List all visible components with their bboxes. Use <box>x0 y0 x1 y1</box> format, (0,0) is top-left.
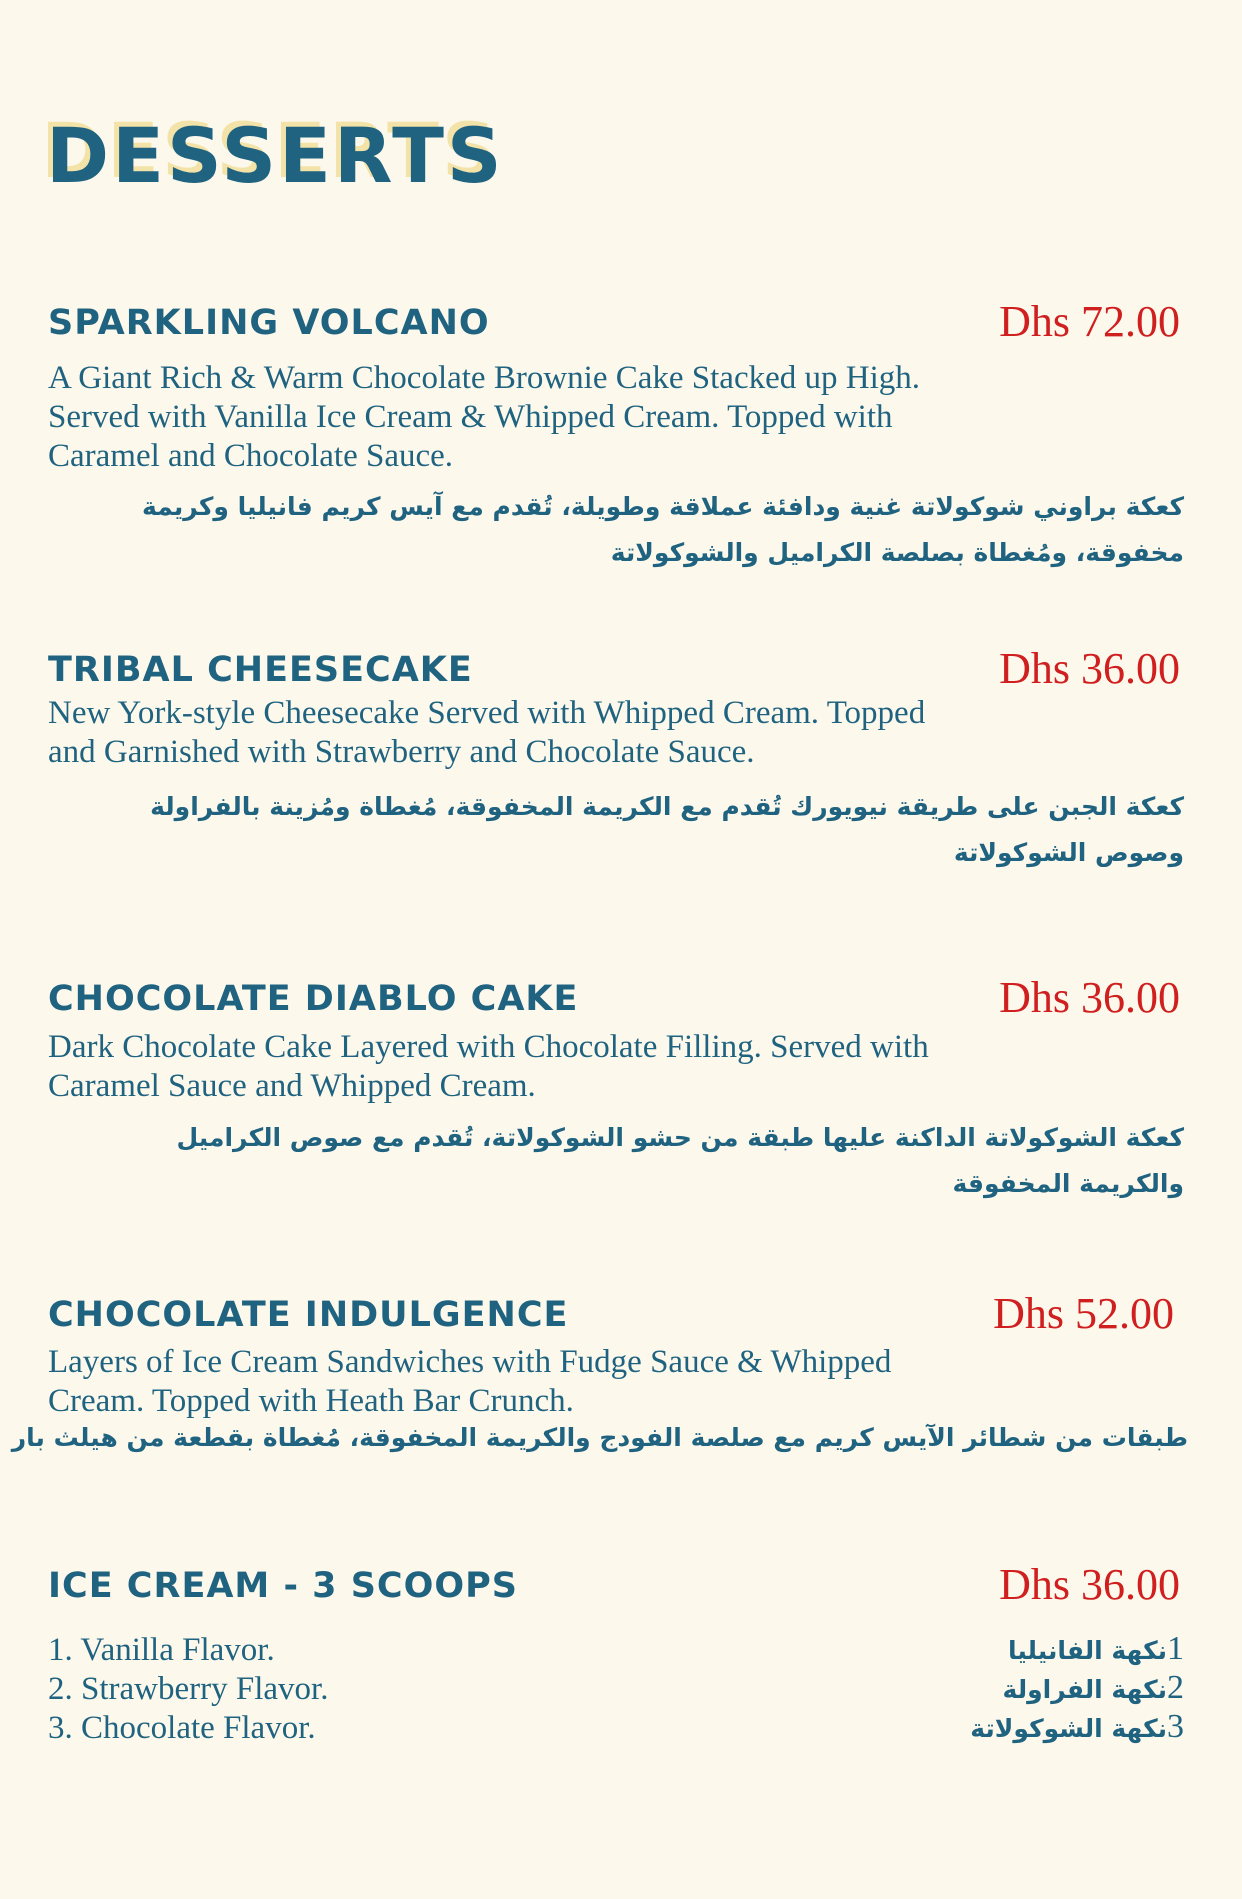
item-price: Dhs 36.00 <box>999 644 1180 693</box>
item-name: SPARKLING VOLCANO <box>48 303 490 343</box>
item-description-ar: طبقات من شطائر الآيس كريم مع صلصة الفودج والكريمة المخفوقة، مُغطاة بقطعة من هيلث بار <box>11 1423 1188 1452</box>
item-price: Dhs 72.00 <box>999 297 1180 346</box>
item-description-en: Caramel Sauce and Whipped Cream. <box>48 1068 536 1104</box>
item-description-en: and Garnished with Strawberry and Chocolate Sauce. <box>48 734 755 770</box>
flavor-number: 2 <box>1167 1669 1184 1706</box>
flavor-vanilla-ar <box>1008 1629 1184 1670</box>
item-description-ar: وصوص الشوكولاتة <box>953 838 1184 867</box>
item-name: ICE CREAM - 3 SCOOPS <box>48 1566 518 1606</box>
item-description-ar: مخفوقة، ومُغطاة بصلصة الكراميل والشوكولاتة <box>610 538 1184 567</box>
flavor-number: 3 <box>1167 1708 1184 1745</box>
flavor-number: 1 <box>1167 1630 1184 1667</box>
flavor-vanilla-en: 1. Vanilla Flavor. <box>48 1632 275 1668</box>
item-price: Dhs 36.00 <box>999 1560 1180 1609</box>
flavor-chocolate-ar <box>970 1707 1184 1748</box>
item-description-ar: كعكة الشوكولاتة الداكنة عليها طبقة من حشو الشوكولاتة، تُقدم مع صوص الكراميل <box>176 1123 1184 1152</box>
item-price: Dhs 36.00 <box>999 973 1180 1022</box>
item-description-en: Caramel and Chocolate Sauce. <box>48 438 454 474</box>
item-description-en: Layers of Ice Cream Sandwiches with Fudge Sauce & Whipped <box>48 1344 892 1380</box>
flavor-chocolate-en: 3. Chocolate Flavor. <box>48 1710 316 1746</box>
flavor-label-ar: نكهة الشوكولاتة <box>970 1714 1167 1743</box>
item-name: CHOCOLATE DIABLO CAKE <box>48 979 579 1019</box>
flavor-strawberry-en: 2. Strawberry Flavor. <box>48 1671 329 1707</box>
item-description-en: Cream. Topped with Heath Bar Crunch. <box>48 1383 574 1419</box>
flavor-strawberry-ar <box>1003 1668 1184 1709</box>
item-description-en: Served with Vanilla Ice Cream & Whipped Cream. Topped with <box>48 399 893 435</box>
item-description-en: Dark Chocolate Cake Layered with Chocolate Filling. Served with <box>48 1029 929 1065</box>
flavor-label-ar: نكهة الفراولة <box>1002 1675 1167 1704</box>
item-description-ar: والكريمة المخفوقة <box>952 1169 1184 1198</box>
item-name: CHOCOLATE INDULGENCE <box>48 1295 569 1335</box>
item-name: TRIBAL CHEESECAKE <box>48 650 473 690</box>
flavor-label-ar: نكهة الفانيليا <box>1007 1636 1167 1665</box>
item-description-en: New York-style Cheesecake Served with Whipped Cream. Topped <box>48 695 926 731</box>
item-price: Dhs 52.00 <box>993 1289 1174 1338</box>
page-title: DESSERTS <box>46 111 505 200</box>
item-description-ar: كعكة براوني شوكولاتة غنية ودافئة عملاقة وطويلة، تُقدم مع آيس كريم فانيليا وكريمة <box>141 492 1184 521</box>
item-description-en: A Giant Rich & Warm Chocolate Brownie Cake Stacked up High. <box>48 360 920 396</box>
item-description-ar: كعكة الجبن على طريقة نيويورك تُقدم مع الكريمة المخفوقة، مُغطاة ومُزينة بالفراولة <box>150 792 1184 821</box>
